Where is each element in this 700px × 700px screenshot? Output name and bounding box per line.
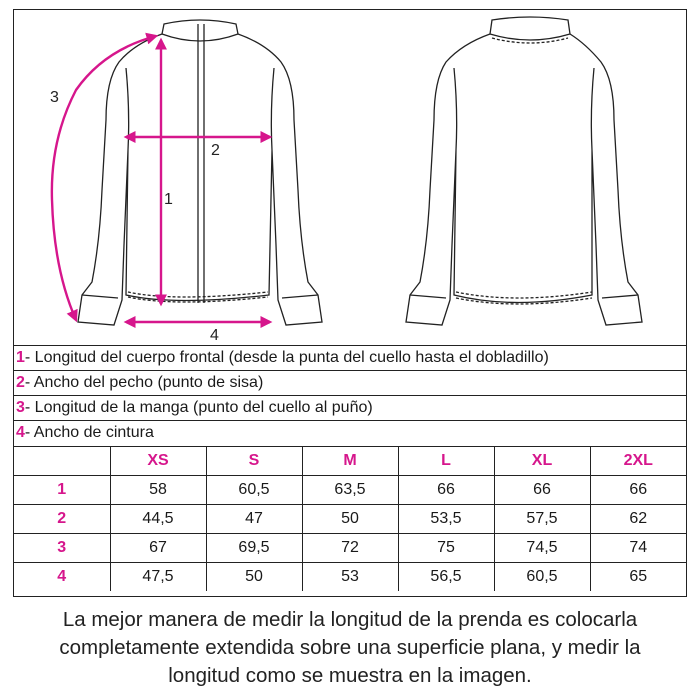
table-header-cell: 2XL: [590, 447, 686, 476]
table-row: [14, 563, 686, 592]
size-chart-frame: [13, 9, 687, 597]
measurement-note: [0, 606, 700, 690]
table-cell: 47: [206, 505, 302, 534]
table-cell: 66: [398, 476, 494, 505]
table-cell: 67: [110, 534, 206, 563]
legend-num: 3: [16, 399, 25, 416]
note-line-3: longitud como se muestra en la imagen.: [168, 664, 532, 687]
table-cell: 60,5: [494, 563, 590, 592]
row-label: 1: [14, 476, 110, 505]
table-header-cell: XL: [494, 447, 590, 476]
table-cell: 65: [590, 563, 686, 592]
legend-text: - Ancho de cintura: [24, 424, 154, 441]
row-label: 2: [14, 505, 110, 534]
label-1: 1: [164, 191, 173, 208]
legend-item-2: [14, 370, 686, 395]
table-cell: 50: [302, 505, 398, 534]
table-row: [14, 534, 686, 563]
arrow-3-sleeve-length: [52, 36, 156, 320]
jacket-back: [406, 17, 642, 325]
table-cell: 74: [590, 534, 686, 563]
note-line-2: completamente extendida sobre una superficie plana, y medir la: [59, 636, 641, 659]
table-header-cell: M: [302, 447, 398, 476]
table-cell: 60,5: [206, 476, 302, 505]
row-label: 3: [14, 534, 110, 563]
table-cell: 69,5: [206, 534, 302, 563]
legend-num: 1: [16, 349, 25, 366]
table-cell: 72: [302, 534, 398, 563]
table-cell: 56,5: [398, 563, 494, 592]
table-cell: 50: [206, 563, 302, 592]
table-cell: 63,5: [302, 476, 398, 505]
table-row: [14, 505, 686, 534]
table-cell: 53: [302, 563, 398, 592]
legend-item-1: [14, 345, 686, 370]
table-cell: 47,5: [110, 563, 206, 592]
size-table: [14, 446, 686, 591]
table-header-row: [14, 447, 686, 476]
label-3: 3: [50, 89, 59, 106]
row-label: 4: [14, 563, 110, 592]
legend-num: 2: [16, 374, 25, 391]
table-cell: 74,5: [494, 534, 590, 563]
label-4: 4: [210, 327, 219, 344]
note-line-1: La mejor manera de medir la longitud de la prenda es colocarla: [62, 608, 638, 631]
table-cell: 62: [590, 505, 686, 534]
legend-text: - Longitud de la manga (punto del cuello al puño): [24, 399, 373, 416]
label-2: 2: [211, 142, 220, 159]
legend-text: - Longitud del cuerpo frontal (desde la punta del cuello hasta el dobladillo): [24, 349, 549, 366]
table-header-cell: S: [206, 447, 302, 476]
table-cell: 44,5: [110, 505, 206, 534]
measurement-labels: [50, 89, 220, 344]
jacket-measurement-diagram: [14, 10, 686, 345]
table-cell: 75: [398, 534, 494, 563]
table-cell: 58: [110, 476, 206, 505]
table-header-cell: L: [398, 447, 494, 476]
legend-item-4: [14, 420, 686, 445]
table-cell: 57,5: [494, 505, 590, 534]
legend-text: - Ancho del pecho (punto de sisa): [24, 374, 264, 391]
table-row: [14, 476, 686, 505]
legend-item-3: [14, 395, 686, 420]
legend-num: 4: [16, 424, 25, 441]
table-cell: 66: [494, 476, 590, 505]
table-header-cell: XS: [110, 447, 206, 476]
table-cell: 53,5: [398, 505, 494, 534]
jacket-front: [78, 20, 322, 325]
table-cell: 66: [590, 476, 686, 505]
table-header-cell: [14, 447, 110, 476]
measurement-arrows: [52, 36, 270, 322]
